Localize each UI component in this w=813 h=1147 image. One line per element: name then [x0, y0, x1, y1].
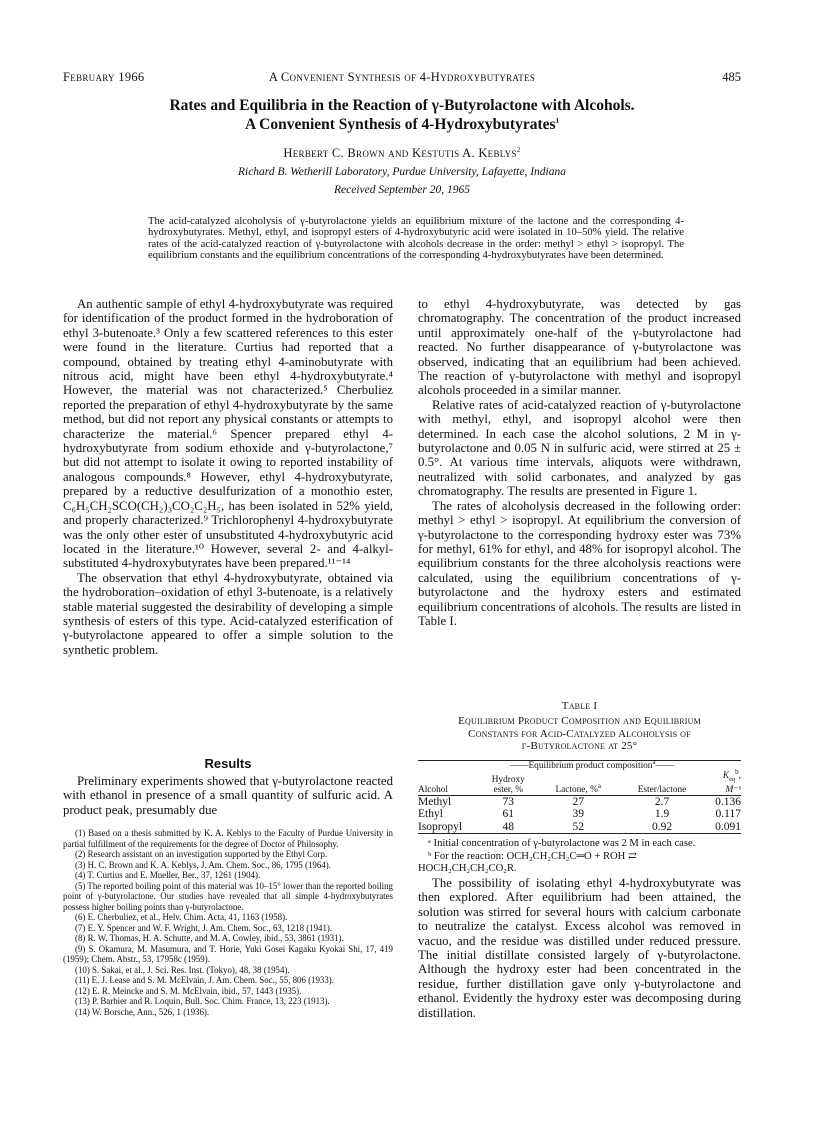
running-head [63, 70, 741, 86]
authors: Herbert C. Brown and Kestutis A. Keblys [283, 146, 517, 160]
footnote: (9) S. Okamura, M. Masumura, and T. Horie, Yuki Gosei Kagaku Kyokai Shi, 17, 419 (1959); Chem. Abstr., 53, 17958c (1959). [63, 943, 393, 964]
footnotes [63, 828, 393, 1017]
results-text [63, 774, 393, 817]
table-cell: 39 [572, 808, 584, 821]
table-row [418, 821, 741, 834]
table-cell: 48 [502, 820, 514, 833]
table-col-header: Ester/lactone [637, 784, 687, 795]
table-footnote-b-cont: HOCH₂CH₂CH₂CO₂R. [418, 863, 517, 874]
footnote: (12) E. R. Meincke and S. M. McElvain, ibid., 57, 1443 (1935). [75, 985, 302, 996]
title-line-2-text: A Convenient Synthesis of 4-Hydroxybutyrates [244, 116, 556, 133]
data-table [418, 757, 741, 834]
footnote: (8) R. W. Thomas, H. A. Schutte, and M. A. Cowley, ibid., 53, 3861 (1931). [75, 933, 344, 943]
table-cell: 61 [502, 808, 514, 821]
table-footnotes [418, 838, 741, 876]
table-cell: 73 [502, 795, 514, 808]
table-cell: 52 [572, 820, 584, 833]
table-col-header: $K_{eq}^b$, M⁻¹ [722, 767, 741, 795]
footnote: (10) S. Sakai, et al., J. Sci. Res. Inst. (Tokyo), 48, 38 (1954). [75, 964, 290, 975]
table-footnote-a: ᵃ Initial concentration of γ-butyrolactone was 2 M in each case. [428, 838, 696, 849]
table-cell: 0.92 [651, 820, 673, 833]
title-footnote-mark: 1 [555, 116, 560, 125]
table-row [418, 808, 741, 821]
table-footnote-b: ᵇ For the reaction: OCH₂CH₂CH₂C═O + ROH ⇄ [428, 850, 637, 862]
paragraph: Relative rates of acid-catalyzed reaction of γ-butyrolactone with methyl, ethyl, and isopropyl alcohol were then determined. In each case the alcohol solutions, 2 M in γ-butyrolactone and 0.05 N in sulfuric acid, were stirred at 25 ± 0.5°. At various time intervals, aliquots were withdrawn, neutralized with solid carbonates, and analyzed by gas chromatography. The results are presented in Figure 1. [418, 397, 741, 499]
footnote: (3) H. C. Brown and K. A. Keblys, J. Am. Chem. Soc., 86, 1795 (1964). [75, 859, 331, 870]
table-caption [418, 715, 741, 753]
paragraph: An authentic sample of ethyl 4-hydroxybutyrate was required for identification of the product formed in the hydroboration of ethyl 3-butenoate.³ Only a few scattered references to this ester were found in the literature. Curtius had reported that a compound, obtained by treating ethyl 4-aminobutyrate with nitrous acid, might have been ethyl 4-hydroxybutyrate.⁴ However, the material was not characterized.⁵ Cherbuliez reported the preparation of ethyl 4-hydroxybutyrate by the same method, but did not report any physical constants or attempts to characterize the material.⁶ Spencer prepared ethyl 4-hydroxybutyrate from sodium ethoxide and γ-butyrolactone,⁷ but did not attempt to isolate it owing to reported instability of analogous compounds.⁸ However, ethyl 4-hydroxybutyrate, prepared by a reductive desulfurization of a monothio ester, C₆H₅CH₂SCO(CH₂)₃CO₂C₂H₅, has been isolated in 52% yield, and properly characterized.⁹ Trichlorophenyl 4-hydroxybutyrate was the only other ester of unsubstituted 4-hydroxybutyric acid located in the literature.¹⁰ However, several 2- and 4-alkyl-substituted 4-hydroxybutyrates have been prepared.¹¹⁻¹⁴ [63, 297, 393, 571]
article-title [63, 96, 741, 134]
running-title: A Convenient Synthesis of 4-Hydroxybutyrates [268, 70, 536, 84]
footnote: (13) P. Barbier and R. Loquin, Bull. Soc. Chim. France, 13, 223 (1913). [75, 996, 330, 1006]
abstract: The acid-catalyzed alcoholysis of γ-butyrolactone yields an equilibrium mixture of the lactone and the corresponding 4-hydroxybutyrates. Methyl, ethyl, and isopropyl esters of 4-hydroxybutyric acid were isolated in 10–50% yield. The relative rates of the acid-catalyzed reaction of γ-butyrolactone with alcohols decrease in the order: methyl > ethyl > isopropyl. The equilibrium constants and the equilibrium concentrations of the corresponding 4-hydroxybutyrates have been determined. [148, 216, 684, 261]
table-group-header: ——Equilibrium product composition$^a$—— [509, 757, 675, 771]
page-number: 485 [722, 70, 741, 84]
paragraph: The possibility of isolating ethyl 4-hydroxybutyrate was then explored. After equilibrium had been attained, the solution was stirred for several hours with calcium carbonate to neutralize the catalyst. Excess alcohol was removed in vacuo, and the residue was distilled under reduced pressure. The initial distillate consisted largely of γ-butyrolactone. Although the hydroxy ester had been concentrated in the residue, further distillation gave only γ-butyrolactone and ethanol. Evidently the hydroxy ester was decomposing during distillation. [418, 876, 741, 1020]
table-caption-line: Constants for Acid-Catalyzed Alcoholysis of [468, 727, 691, 740]
footnote: (14) W. Borsche, Ann., 526, 1 (1936). [75, 1006, 210, 1017]
footnote: (11) E. J. Lease and S. M. McElvain, J. Am. Chem. Soc., 55, 806 (1933). [75, 975, 334, 985]
footnote: (2) Research assistant on an investigation supported by the Ethyl Corp. [75, 849, 328, 859]
table-cell: 0.091 [715, 820, 741, 833]
author-line [63, 146, 741, 161]
footnote: (7) E. Y. Spencer and W. F. Wright, J. Am. Chem. Soc., 63, 1218 (1941). [75, 922, 333, 933]
table-cell: Isopropyl [418, 820, 463, 833]
issue-date: February 1966 [63, 70, 145, 84]
table-caption-line: γ-Butyrolactone at 25° [521, 740, 638, 752]
received-date: Received September 20, 1965 [333, 184, 471, 196]
table-cell: 0.117 [715, 808, 741, 821]
title-line-2 [63, 115, 741, 134]
section-heading-results: Results [204, 756, 252, 771]
table-caption-line: Equilibrium Product Composition and Equilibrium [458, 715, 701, 727]
footnote: (5) The reported boiling point of this material was 10–15° lower than the reported boiling point of γ-butyrolactone. Our studies have revealed that all simple 4-hydroxybutyrates possess higher boiling points than γ-butyrolactone. [63, 880, 393, 912]
table-label: Table I [561, 700, 598, 712]
table-cell: 27 [572, 795, 584, 808]
footnote: (1) Based on a thesis submitted by K. A. Keblys to the Faculty of Purdue University in partial fulfillment of the requirements for the degree of Doctor of Philosophy. [63, 828, 393, 849]
table-cell: 0.136 [715, 795, 741, 808]
table-cell: Ethyl [418, 808, 443, 821]
paragraph: The rates of alcoholysis decreased in the following order: methyl > ethyl > isopropyl. At equilibrium the conversion of γ-butyrolactone to the corresponding hydroxy ester was 73% for methyl, 61% for ethyl, and 48% for isopropyl alcohol. The equilibrium constants for the three alcoholysis reactions were calculated, using the equilibrium concentrations of γ-butyrolactone and the hydroxy esters and estimated equilibrium concentrations of alcohols. The results are listed in Table I. [418, 498, 741, 628]
right-column [418, 297, 741, 628]
table-cell: 2.7 [654, 795, 670, 808]
left-column [63, 297, 393, 657]
paragraph: to ethyl 4-hydroxybutyrate, was detected by gas chromatography. The concentration of the product increased until approximately one-half of the γ-butyrolactone had reacted. No further disappearance of γ-butyrolactone was observed, indicating that an equilibrium had been achieved. The reaction of γ-butyrolactone with methyl and isopropyl alcohols proceeded in a similar manner. [418, 297, 741, 398]
author-footnote-mark: 2 [516, 145, 521, 154]
title-line-1: Rates and Equilibria in the Reaction of γ-Butyrolactone with Alcohols. [169, 97, 635, 114]
right-column-lower [418, 876, 741, 1020]
footnote: (4) T. Curtius and E. Mueller, Ber., 37, 1261 (1904). [75, 870, 261, 880]
affiliation: Richard B. Wetherill Laboratory, Purdue University, Lafayette, Indiana [237, 166, 567, 178]
table-row [418, 795, 741, 808]
table-col-header: Alcohol [418, 784, 448, 795]
table-cell: Methyl [418, 795, 452, 808]
paragraph: Preliminary experiments showed that γ-butyrolactone reacted with ethanol in presence of a small quantity of sulfuric acid. A product peak, presumably due [63, 774, 393, 817]
paragraph: The observation that ethyl 4-hydroxybutyrate, obtained via the hydroboration–oxidation of ethyl 3-butenoate, is a relatively stable material suggested the desirability of developing a simple synthesis of esters of this type. Acid-catalyzed esterification of γ-butyrolactone appeared to offer a simple solution to the synthetic problem. [63, 570, 393, 657]
table-col-header: Hydroxy ester, % [491, 774, 525, 795]
table-cell: 1.9 [654, 808, 670, 821]
footnote: (6) E. Cherbuliez, et al., Helv. Chim. Acta, 41, 1163 (1958). [75, 912, 288, 922]
table-col-header: Lactone, %$^a$ [555, 781, 601, 795]
